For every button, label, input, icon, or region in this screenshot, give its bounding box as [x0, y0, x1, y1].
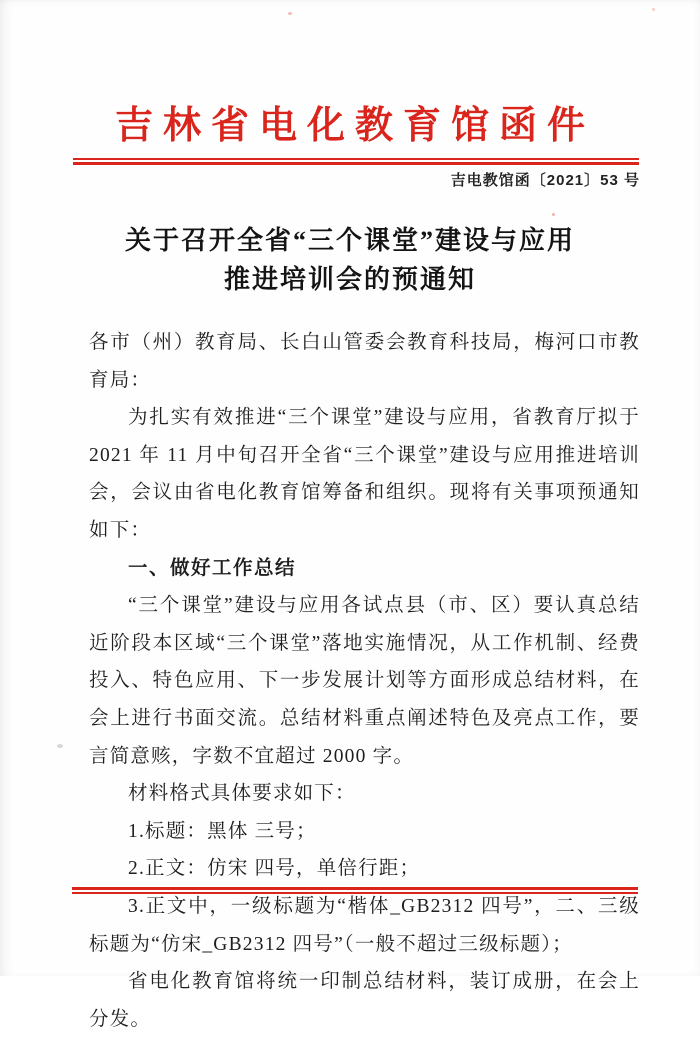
body-paragraph: 材料格式具体要求如下： [128, 783, 356, 805]
body-paragraph: 省电化教育馆将统一印制总结材料，装订成册，在会上分发。 [89, 971, 640, 1030]
scan-speckle [552, 213, 555, 216]
document-body [89, 324, 640, 1038]
document-title [0, 221, 700, 299]
body-paragraph: 3.正文中，一级标题为“楷体_GB2312 四号”，二、三级标题为“仿宋_GB2312 四号”（一般不超过三级标题）； [89, 895, 640, 955]
header-divider-line [73, 158, 639, 165]
salutation: 各市（州）教育局、长白山管委会教育科技局，梅河口市教育局： [89, 332, 640, 391]
footer-divider-line [72, 887, 638, 894]
document-reference-number: 吉电教馆函〔2021〕53 号 [450, 172, 640, 189]
document-title-line2: 推进培训会的预通知 [223, 265, 476, 294]
intro-paragraph: 为扎实有效推进“三个课堂”建设与应用，省教育厅拟于 2021 年 11 月中旬召开全省“三个课堂”建设与应用推进培训会，会议由省电化教育馆筹备和组织。现将有关事项预通知如下： [89, 407, 640, 541]
scan-speckle [288, 12, 292, 15]
section-heading: 一、做好工作总结 [128, 556, 297, 579]
document-title-line1: 关于召开全省“三个课堂”建设与应用 [124, 226, 575, 255]
body-paragraph: 1.标题：黑体 三号； [128, 820, 317, 842]
scan-speckle [57, 744, 63, 748]
body-paragraph: “三个课堂”建设与应用各试点县（市、区）要认真总结近阶段本区域“三个课堂”落地实施情况，从工作机制、经费投入、特色应用、下一步发展计划等方面形成总结材料，在会上进行书面交流。总结材料重点阐述特色及亮点工作，要言简意赅，字数不宜超过 2000 字。 [89, 595, 640, 767]
body-paragraph: 2.正文：仿宋 四号，单倍行距； [128, 858, 421, 880]
scan-speckle [652, 8, 655, 11]
agency-letterhead-title: 吉林省电化教育馆函件 [114, 105, 595, 147]
